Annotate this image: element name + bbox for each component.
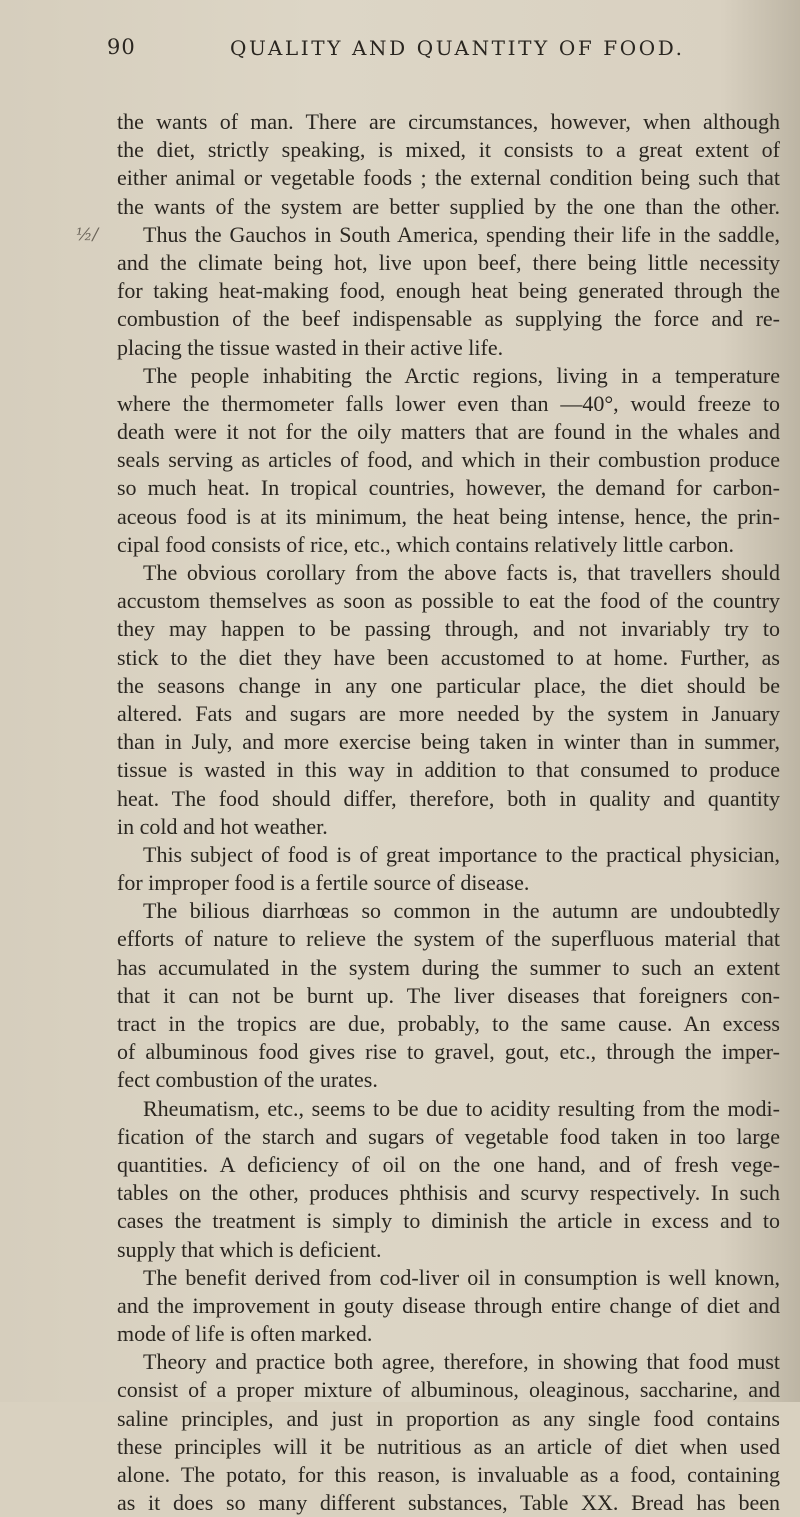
text-line: cases the treatment is simply to diminish the article in excess and to [117, 1208, 780, 1234]
text-line: that it can not be burnt up. The liver diseases that foreigners con- [117, 982, 780, 1008]
text-line: tissue is wasted in this way in addition to that consumed to produce [117, 757, 780, 783]
text-line: mode of life is often marked. [117, 1321, 373, 1347]
text-line: for improper food is a fertile source of disease. [117, 870, 530, 896]
text-line: The obvious corollary from the above facts is, that travellers should [143, 560, 780, 585]
text-line: they may happen to be passing through, and not invariably try to [117, 616, 780, 642]
text-line: these principles will it be nutritious as an article of diet when used [117, 1433, 780, 1459]
running-head: QUALITY AND QUANTITY OF FOOD. [230, 36, 685, 60]
text-line: The bilious diarrhœas so common in the autumn are undoubtedly [143, 898, 780, 924]
text-line: combustion of the beef indispensable as supplying the force and re- [117, 306, 780, 332]
text-line: and the improvement in gouty disease through entire change of diet and [117, 1292, 780, 1318]
text-line: Rheumatism, etc., seems to be due to acidity resulting from the modi- [143, 1095, 780, 1121]
text-line: in cold and hot weather. [117, 813, 328, 839]
text-line: so much heat. In tropical countries, however, the demand for carbon- [117, 475, 780, 501]
text-line: the diet, strictly speaking, is mixed, it consists to a great extent of [117, 137, 780, 163]
text-line: either animal or vegetable foods ; the external condition being such that [117, 165, 780, 191]
text-line: the seasons change in any one particular place, the diet should be [117, 672, 780, 698]
body-text [117, 108, 780, 1517]
text-line: tract in the tropics are due, probably, to the same cause. An excess [117, 1011, 780, 1036]
page-number: 90 [107, 35, 136, 59]
text-line: consist of a proper mixture of albuminous, oleaginous, saccharine, and [117, 1377, 780, 1403]
margin-annotation: ½/ [76, 225, 99, 245]
text-line: has accumulated in the system during the summer to such an extent [117, 954, 780, 980]
text-line: The people inhabiting the Arctic regions, living in a temperature [143, 362, 780, 388]
text-line: than in July, and more exercise being taken in winter than in summer, [117, 729, 780, 755]
text-line: This subject of food is of great importance to the practical physician, [143, 841, 780, 867]
text-line: fication of the starch and sugars of vegetable food taken in too large [117, 1123, 780, 1149]
text-line: quantities. A deficiency of oil on the one hand, and of fresh vege- [117, 1151, 780, 1177]
text-line: the wants of man. There are circumstances, however, when although [117, 109, 780, 134]
text-line: placing the tissue wasted in their active life. [117, 334, 504, 360]
text-line: saline principles, and just in proportion as any single food contains [117, 1405, 780, 1431]
text-line: for taking heat-making food, enough heat being generated through the [117, 278, 780, 304]
text-line: supply that which is deficient. [117, 1236, 382, 1262]
text-line: altered. Fats and sugars are more needed by the system in January [117, 700, 780, 726]
text-line: Thus the Gauchos in South America, spending their life in the saddle, [143, 221, 780, 247]
text-line: death were it not for the oily matters that are found in the whales and [117, 419, 780, 445]
text-line: accustom themselves as soon as possible to eat the food of the country [117, 588, 780, 614]
text-line: aceous food is at its minimum, the heat being intense, hence, the prin- [117, 503, 780, 529]
text-line: as it does so many different substances, Table XX. Bread has been [117, 1490, 780, 1516]
text-line: Theory and practice both agree, therefore, in showing that food must [143, 1349, 780, 1375]
text-line: The benefit derived from cod-liver oil in consumption is well known, [143, 1264, 780, 1290]
text-line: stick to the diet they have been accustomed to at home. Further, as [117, 644, 780, 670]
page-header [0, 35, 800, 65]
text-line: efforts of nature to relieve the system of the superfluous material that [117, 926, 780, 952]
text-line: tables on the other, produces phthisis and scurvy respectively. In such [117, 1180, 780, 1206]
text-line: and the climate being hot, live upon beef, there being little necessity [117, 249, 780, 275]
text-line: cipal food consists of rice, etc., which contains relatively little carbon. [117, 531, 735, 557]
text-line: fect combustion of the urates. [117, 1067, 378, 1093]
text-line: the wants of the system are better supplied by the one than the other. [117, 193, 780, 219]
text-line: of albuminous food gives rise to gravel, gout, etc., through the imper- [117, 1039, 780, 1065]
text-line: where the thermometer falls lower even than —40°, would freeze to [117, 390, 780, 416]
text-line: heat. The food should differ, therefore, both in quality and quantity [117, 785, 780, 811]
text-line: seals serving as articles of food, and which in their combustion produce [117, 447, 780, 473]
text-line: alone. The potato, for this reason, is invaluable as a food, containing [117, 1462, 780, 1487]
